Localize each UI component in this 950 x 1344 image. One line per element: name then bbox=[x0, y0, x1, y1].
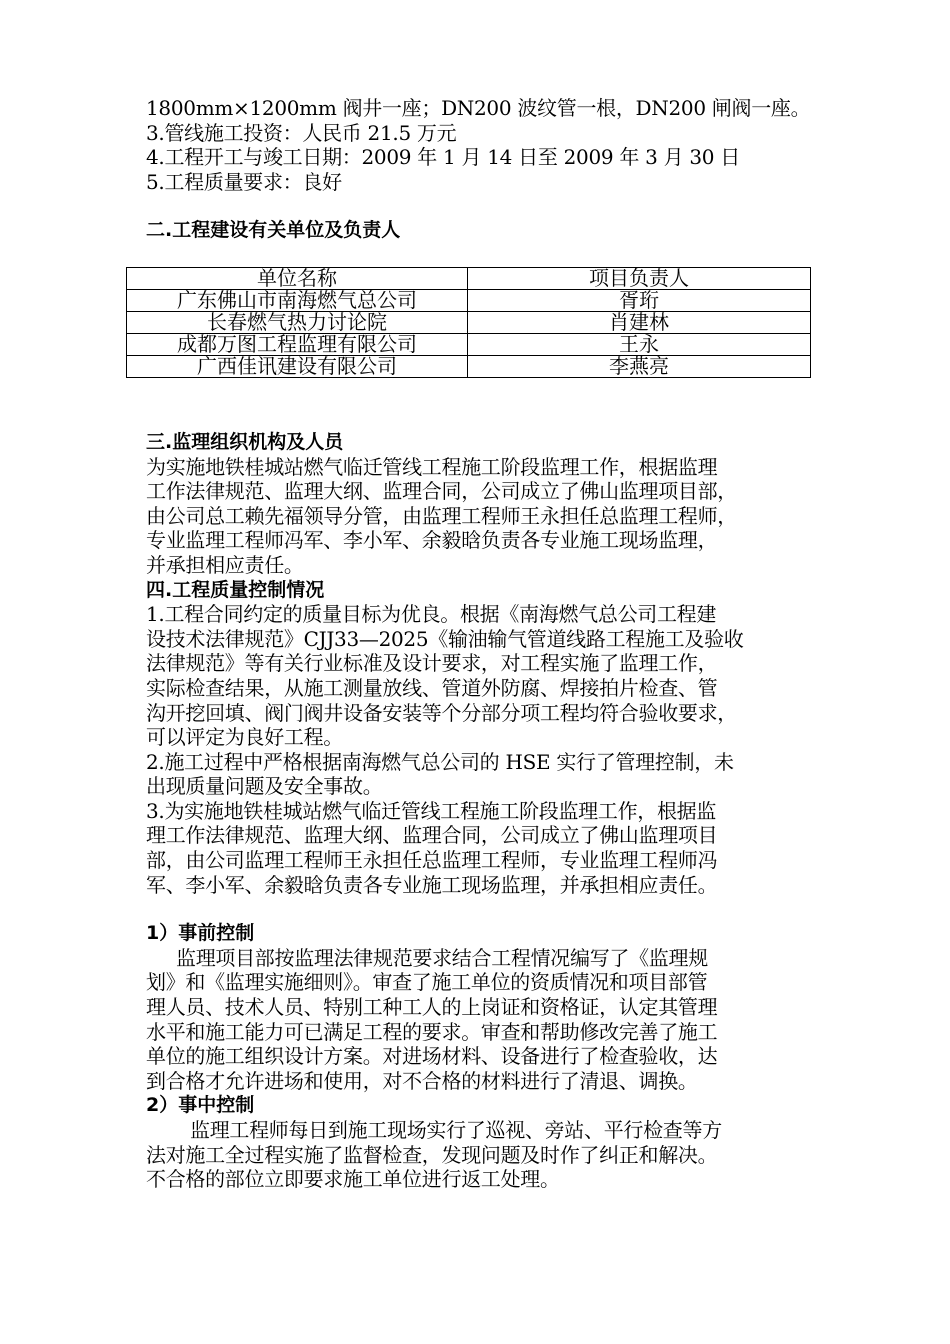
paragraph-line: 实际检查结果，从施工测量放线、管道外防腐、焊接拍片检查、管 bbox=[146, 675, 718, 700]
intro-line: 4.工程开工与竣工日期：2009 年 1 月 14 日至 2009 年 3 月 30 日 bbox=[146, 145, 740, 170]
paragraph-line: 由公司总工赖先福领导分管，由监理工程师王永担任总监理工程师， bbox=[146, 503, 737, 528]
paragraph-line: 专业监理工程师冯军、李小军、余毅晗负责各专业施工现场监理， bbox=[146, 528, 718, 553]
section-4-body bbox=[146, 602, 826, 897]
paragraph-line: 不合格的部位立即要求施工单位进行返工处理。 bbox=[146, 1167, 560, 1192]
table-cell-leader: 李燕亮 bbox=[468, 355, 811, 377]
pre-control-body bbox=[146, 946, 826, 1094]
table-row bbox=[127, 333, 811, 355]
paragraph-line: 部，由公司监理工程师王永担任总监理工程师，专业监理工程师冯 bbox=[146, 848, 718, 873]
paragraph-line: 法对施工全过程实施了监督检查，发现问题及时作了纠正和解决。 bbox=[146, 1142, 718, 1167]
intro-line: 3.管线施工投资：人民币 21.5 万元 bbox=[146, 120, 457, 145]
paragraph-line: 并承担相应责任。 bbox=[146, 552, 304, 577]
paragraph-line: 1.工程合同约定的质量目标为优良。根据《南海燃气总公司工程建 bbox=[146, 602, 717, 627]
table-header-row bbox=[127, 267, 811, 289]
paragraph-line: 出现质量问题及安全事故。 bbox=[146, 774, 383, 799]
intro-line: 1800mm×1200mm 阀井一座；DN200 波纹管一根，DN200 闸阀一座。 bbox=[146, 96, 811, 120]
table-cell-leader: 王永 bbox=[468, 333, 811, 355]
paragraph-line: 理人员、技术人员、特别工种工人的上岗证和资格证，认定其管理 bbox=[146, 995, 718, 1020]
paragraph-line: 监理工程师每日到施工现场实行了巡视、旁站、平行检查等方 bbox=[190, 1118, 722, 1142]
mid-control-body bbox=[146, 1118, 826, 1192]
section-4-heading: 四.工程质量控制情况 bbox=[146, 578, 325, 601]
intro-block bbox=[146, 96, 826, 194]
document-page bbox=[146, 96, 826, 1192]
paragraph-line: 到合格才允许进场和使用，对不合格的材料进行了清退、调换。 bbox=[146, 1068, 698, 1093]
paragraph-line: 单位的施工组织设计方案。对进场材料、设备进行了检查验收，达 bbox=[146, 1044, 718, 1069]
section-3-body bbox=[146, 455, 826, 578]
table-cell-unit: 长春燃气热力讨论院 bbox=[127, 311, 468, 333]
table-row bbox=[127, 311, 811, 333]
paragraph-line: 法律规范》等有关行业标准及设计要求，对工程实施了监理工作， bbox=[146, 651, 718, 676]
paragraph-line: 设技术法律规范》CJJ33—2025《输油输气管道线路工程施工及验收 bbox=[146, 626, 744, 651]
mid-control-heading: 2）事中控制 bbox=[146, 1094, 255, 1117]
table-header-cell: 单位名称 bbox=[127, 267, 468, 289]
paragraph-line: 可以评定为良好工程。 bbox=[146, 725, 343, 750]
paragraph-line: 监理项目部按监理法律规范要求结合工程情况编写了《监理规 bbox=[176, 945, 708, 970]
table-cell-leader: 胥珩 bbox=[468, 289, 811, 311]
table-cell-leader: 肖建林 bbox=[468, 311, 811, 333]
paragraph-line: 沟开挖回填、阀门阀井设备安装等个分部分项工程均符合验收要求， bbox=[146, 700, 737, 725]
table-cell-unit: 广东佛山市南海燃气总公司 bbox=[127, 289, 468, 311]
paragraph-line: 划》和《监理实施细则》。审查了施工单位的资质情况和项目部管 bbox=[146, 970, 708, 995]
paragraph-line: 为实施地铁桂城站燃气临迁管线工程施工阶段监理工作，根据监理 bbox=[146, 454, 718, 479]
paragraph-line: 水平和施工能力可已满足工程的要求。审查和帮助修改完善了施工 bbox=[146, 1019, 718, 1044]
section-2-heading: 二.工程建设有关单位及负责人 bbox=[146, 219, 401, 242]
units-table bbox=[126, 267, 811, 378]
intro-line: 5.工程质量要求：良好 bbox=[146, 169, 342, 194]
paragraph-line: 军、李小军、余毅晗负责各专业施工现场监理，并承担相应责任。 bbox=[146, 872, 718, 897]
table-cell-unit: 广西佳讯建设有限公司 bbox=[127, 355, 468, 377]
pre-control-heading: 1）事前控制 bbox=[146, 922, 255, 945]
paragraph-line: 3.为实施地铁桂城站燃气临迁管线工程施工阶段监理工作，根据监 bbox=[146, 798, 717, 823]
paragraph-line: 工作法律规范、监理大纲、监理合同，公司成立了佛山监理项目部， bbox=[146, 479, 737, 504]
table-row bbox=[127, 355, 811, 377]
section-3-heading: 三.监理组织机构及人员 bbox=[146, 430, 344, 453]
paragraph-line: 理工作法律规范、监理大纲、监理合同，公司成立了佛山监理项目 bbox=[146, 823, 718, 848]
table-header-cell: 项目负责人 bbox=[468, 267, 811, 289]
table-row bbox=[127, 289, 811, 311]
table-cell-unit: 成都万图工程监理有限公司 bbox=[127, 333, 468, 355]
paragraph-line: 2.施工过程中严格根据南海燃气总公司的 HSE 实行了管理控制，未 bbox=[146, 749, 734, 774]
